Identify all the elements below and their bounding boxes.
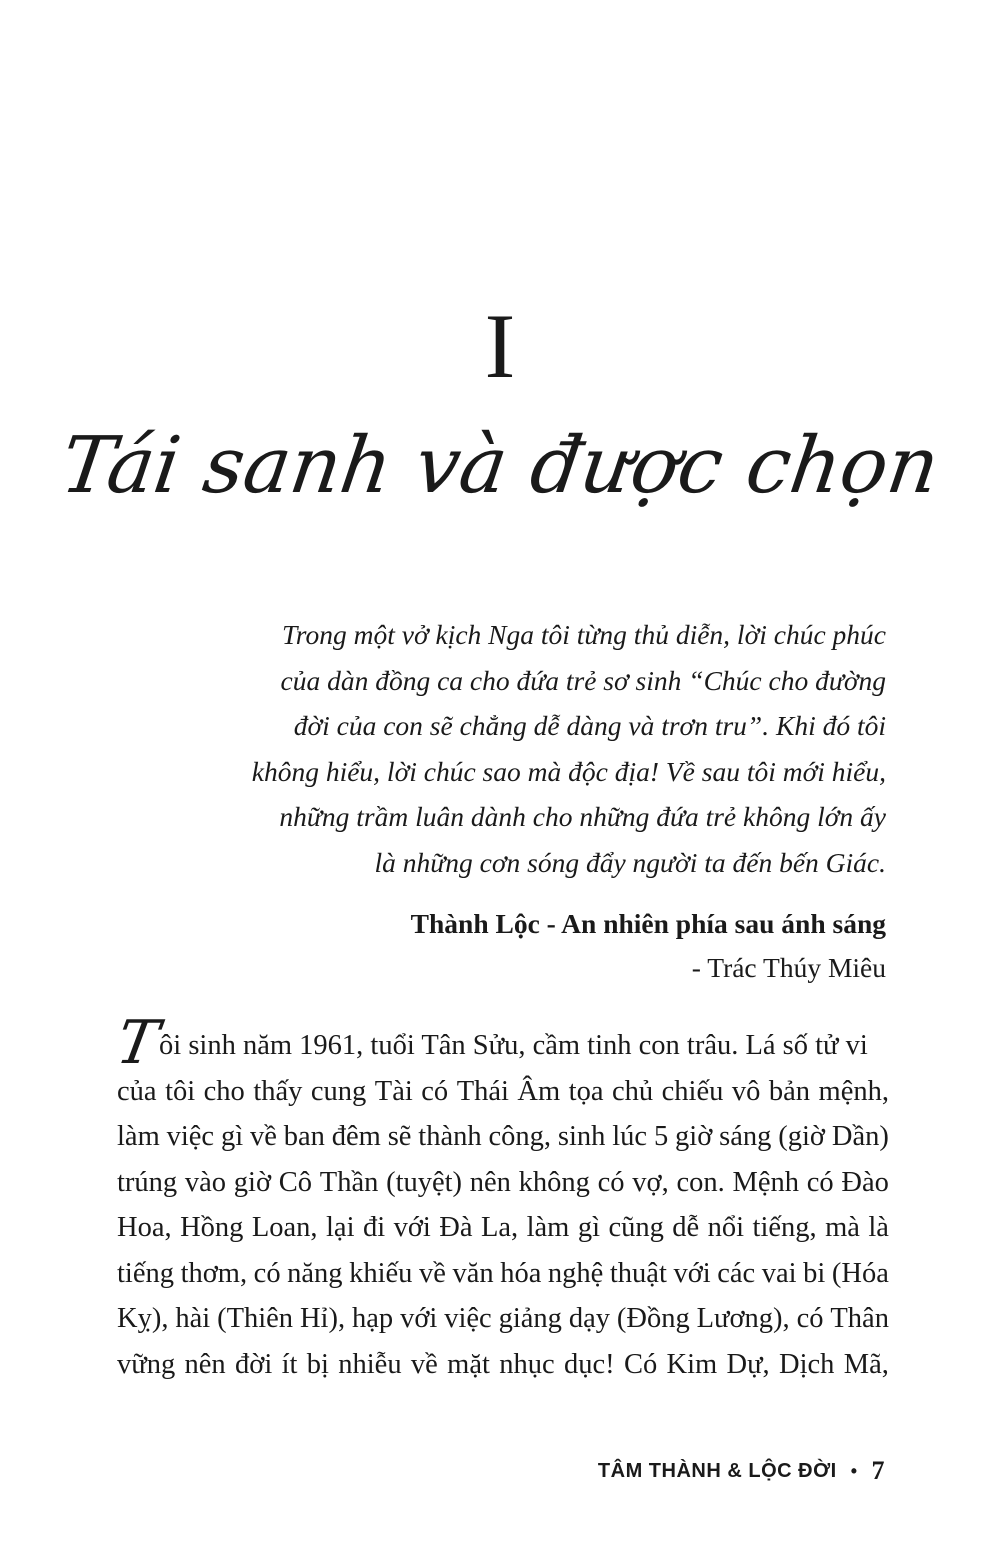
epigraph bbox=[230, 612, 886, 990]
body-word: nhiễu bbox=[338, 1348, 402, 1380]
body-word: vào bbox=[184, 1166, 227, 1198]
body-word: thơm, bbox=[180, 1257, 248, 1289]
body-word: tiếng bbox=[117, 1257, 174, 1289]
body-word: Dự, bbox=[726, 1348, 770, 1380]
body-word: có bbox=[796, 1303, 824, 1334]
body-word: Dịch bbox=[779, 1348, 835, 1380]
body-word: (giờ bbox=[778, 1121, 825, 1152]
body-word: hài bbox=[175, 1303, 211, 1334]
body-word: Kỵ), bbox=[117, 1303, 169, 1334]
body-word: dễ bbox=[672, 1212, 700, 1243]
body-word: mặt bbox=[447, 1348, 490, 1380]
body-word: Thân bbox=[830, 1303, 889, 1334]
body-word: Hoa, bbox=[117, 1212, 172, 1243]
body-word: nổi bbox=[707, 1212, 745, 1243]
body-word: đi bbox=[362, 1212, 386, 1243]
body-word: Loan, bbox=[251, 1212, 318, 1243]
body-word: cho bbox=[203, 1075, 245, 1107]
body-word: với bbox=[400, 1303, 438, 1334]
body-word: giờ bbox=[233, 1166, 272, 1198]
chapter-number: I bbox=[484, 295, 516, 397]
body-word: cung bbox=[310, 1075, 367, 1107]
body-word: (tuyệt) bbox=[386, 1166, 463, 1198]
body-word: Mệnh bbox=[732, 1166, 799, 1198]
body-word: mà bbox=[825, 1212, 860, 1243]
body-word: bi bbox=[803, 1257, 826, 1289]
body-word: Đào bbox=[841, 1166, 889, 1198]
epigraph-line: những trầm luân dành cho những đứa trẻ không lớn ấy bbox=[279, 801, 886, 832]
body-word: gì bbox=[577, 1212, 600, 1243]
body-word: Hỉ), bbox=[299, 1303, 346, 1334]
page-number: 7 bbox=[871, 1456, 885, 1485]
body-word: có bbox=[806, 1166, 834, 1198]
page-footer bbox=[598, 1456, 885, 1486]
body-word: có bbox=[597, 1166, 625, 1198]
body-word: đêm bbox=[331, 1121, 381, 1152]
body-line bbox=[117, 1251, 889, 1297]
body-word: có bbox=[253, 1257, 281, 1289]
body-word: (Thiên bbox=[217, 1303, 294, 1334]
epigraph-line: không hiểu, lời chúc sao mà độc địa! Về sau tôi mới hiểu, bbox=[251, 755, 886, 787]
running-title: TÂM THÀNH & LỘC ĐỜI bbox=[597, 1459, 837, 1482]
body-word: (Hóa bbox=[831, 1257, 889, 1289]
body-word: các bbox=[717, 1257, 756, 1289]
body-word: tiếng, bbox=[752, 1212, 817, 1243]
body-first-line bbox=[111, 1008, 889, 1078]
body-word: nhục bbox=[499, 1348, 555, 1380]
body-word: có bbox=[421, 1075, 449, 1107]
epigraph-author: - Trác Thúy Miêu bbox=[691, 952, 886, 983]
body-word: ít bbox=[281, 1348, 298, 1380]
body-word: hóa bbox=[500, 1257, 542, 1289]
body-word: chủ bbox=[612, 1075, 654, 1107]
epigraph-line: là những cơn sóng đẩy người ta đến bến Giác. bbox=[374, 846, 886, 878]
body-word: vô bbox=[731, 1075, 761, 1107]
body-word: nên bbox=[469, 1166, 511, 1198]
body-first-line-text: ôi sinh năm 1961, tuổi Tân Sửu, cầm tinh con trâu. Lá số tử vi bbox=[159, 1030, 868, 1061]
body-word: tọa bbox=[568, 1075, 604, 1107]
body-line bbox=[117, 1342, 889, 1388]
body-word: năng bbox=[287, 1257, 343, 1289]
body-word: không bbox=[518, 1166, 590, 1198]
chapter-title: Tái sanh và được chọn bbox=[55, 421, 945, 511]
body-word: Lương), bbox=[696, 1303, 790, 1334]
body-word: hạp bbox=[352, 1303, 394, 1334]
body-word: cũng bbox=[608, 1212, 664, 1243]
body-word: tôi bbox=[165, 1075, 196, 1107]
body-line bbox=[117, 1069, 889, 1115]
body-word: Âm bbox=[517, 1075, 561, 1107]
body-word: việc bbox=[444, 1303, 492, 1334]
body-word: Thái bbox=[456, 1075, 509, 1107]
body-word: La, bbox=[480, 1212, 519, 1243]
body-word: giờ bbox=[675, 1121, 713, 1152]
body-word: về bbox=[249, 1121, 277, 1152]
body-word: Thần bbox=[319, 1166, 379, 1198]
body-word: làm bbox=[526, 1212, 570, 1243]
body-word: vợ, bbox=[632, 1166, 669, 1198]
body-word: đời bbox=[235, 1348, 273, 1380]
body-word: sáng bbox=[719, 1121, 772, 1152]
body-word: việc bbox=[166, 1121, 215, 1152]
body-word: lại bbox=[326, 1212, 355, 1243]
body-word: (Đồng bbox=[616, 1303, 690, 1334]
body-word: Đà bbox=[439, 1212, 473, 1243]
body-word: thuật bbox=[609, 1257, 667, 1289]
body-word: mệnh, bbox=[818, 1075, 889, 1107]
body-word: vững bbox=[117, 1348, 176, 1380]
body-word: lúc bbox=[612, 1121, 648, 1152]
body-word: chiếu bbox=[661, 1075, 724, 1107]
body-word: với bbox=[673, 1257, 711, 1289]
body-word: giảng bbox=[498, 1303, 562, 1334]
body-word: Kim bbox=[666, 1348, 718, 1380]
epigraph-line: Trong một vở kịch Nga tôi từng thủ diễn, lời chúc phúc bbox=[282, 619, 886, 650]
epigraph-source: Thành Lộc - An nhiên phía sau ánh sáng bbox=[410, 908, 886, 939]
body-text bbox=[111, 1008, 889, 1387]
body-word: trúng bbox=[117, 1166, 178, 1198]
body-word: Có bbox=[623, 1348, 658, 1380]
footer-bullet: • bbox=[850, 1460, 858, 1481]
body-word: Dần) bbox=[831, 1121, 889, 1152]
body-word: Mã, bbox=[843, 1348, 889, 1380]
body-word: Tài bbox=[374, 1075, 413, 1107]
body-line bbox=[117, 1114, 889, 1160]
body-line bbox=[117, 1160, 889, 1206]
body-word: bản bbox=[768, 1075, 811, 1107]
body-word: khiếu bbox=[349, 1257, 413, 1289]
body-line bbox=[117, 1296, 889, 1342]
body-word: với bbox=[393, 1212, 431, 1243]
dropcap: T bbox=[111, 1008, 164, 1078]
body-word: Cô bbox=[278, 1166, 313, 1198]
body-word: ban bbox=[283, 1121, 325, 1152]
body-word: nghệ bbox=[547, 1257, 604, 1289]
body-word: bị bbox=[306, 1348, 329, 1380]
body-word: 5 bbox=[653, 1121, 669, 1152]
body-line bbox=[117, 1205, 889, 1251]
body-word: Hồng bbox=[180, 1212, 244, 1243]
body-word: sinh bbox=[557, 1121, 606, 1152]
body-word: văn bbox=[452, 1257, 494, 1289]
epigraph-quote bbox=[230, 612, 886, 885]
body-word: về bbox=[410, 1348, 438, 1380]
body-word: gì bbox=[220, 1121, 244, 1152]
body-word: thấy bbox=[253, 1075, 303, 1107]
epigraph-line: của dàn đồng ca cho đứa trẻ sơ sinh “Chúc cho đường bbox=[280, 664, 886, 696]
body-word: làm bbox=[117, 1121, 160, 1152]
body-word: sẽ bbox=[387, 1121, 412, 1152]
body-word: của bbox=[117, 1075, 157, 1107]
body-word: thành bbox=[418, 1121, 482, 1152]
body-word: là bbox=[868, 1212, 889, 1243]
epigraph-line: đời của con sẽ chẳng dễ dàng và trơn tru”. Khi đó tôi bbox=[293, 710, 886, 741]
body-word: vai bbox=[761, 1257, 797, 1289]
body-word: về bbox=[419, 1257, 446, 1289]
body-word: công, bbox=[488, 1121, 552, 1152]
body-word: con. bbox=[676, 1166, 725, 1198]
body-word: dạy bbox=[568, 1303, 610, 1334]
body-word: dục! bbox=[563, 1348, 615, 1380]
body-word: nên bbox=[184, 1348, 226, 1380]
